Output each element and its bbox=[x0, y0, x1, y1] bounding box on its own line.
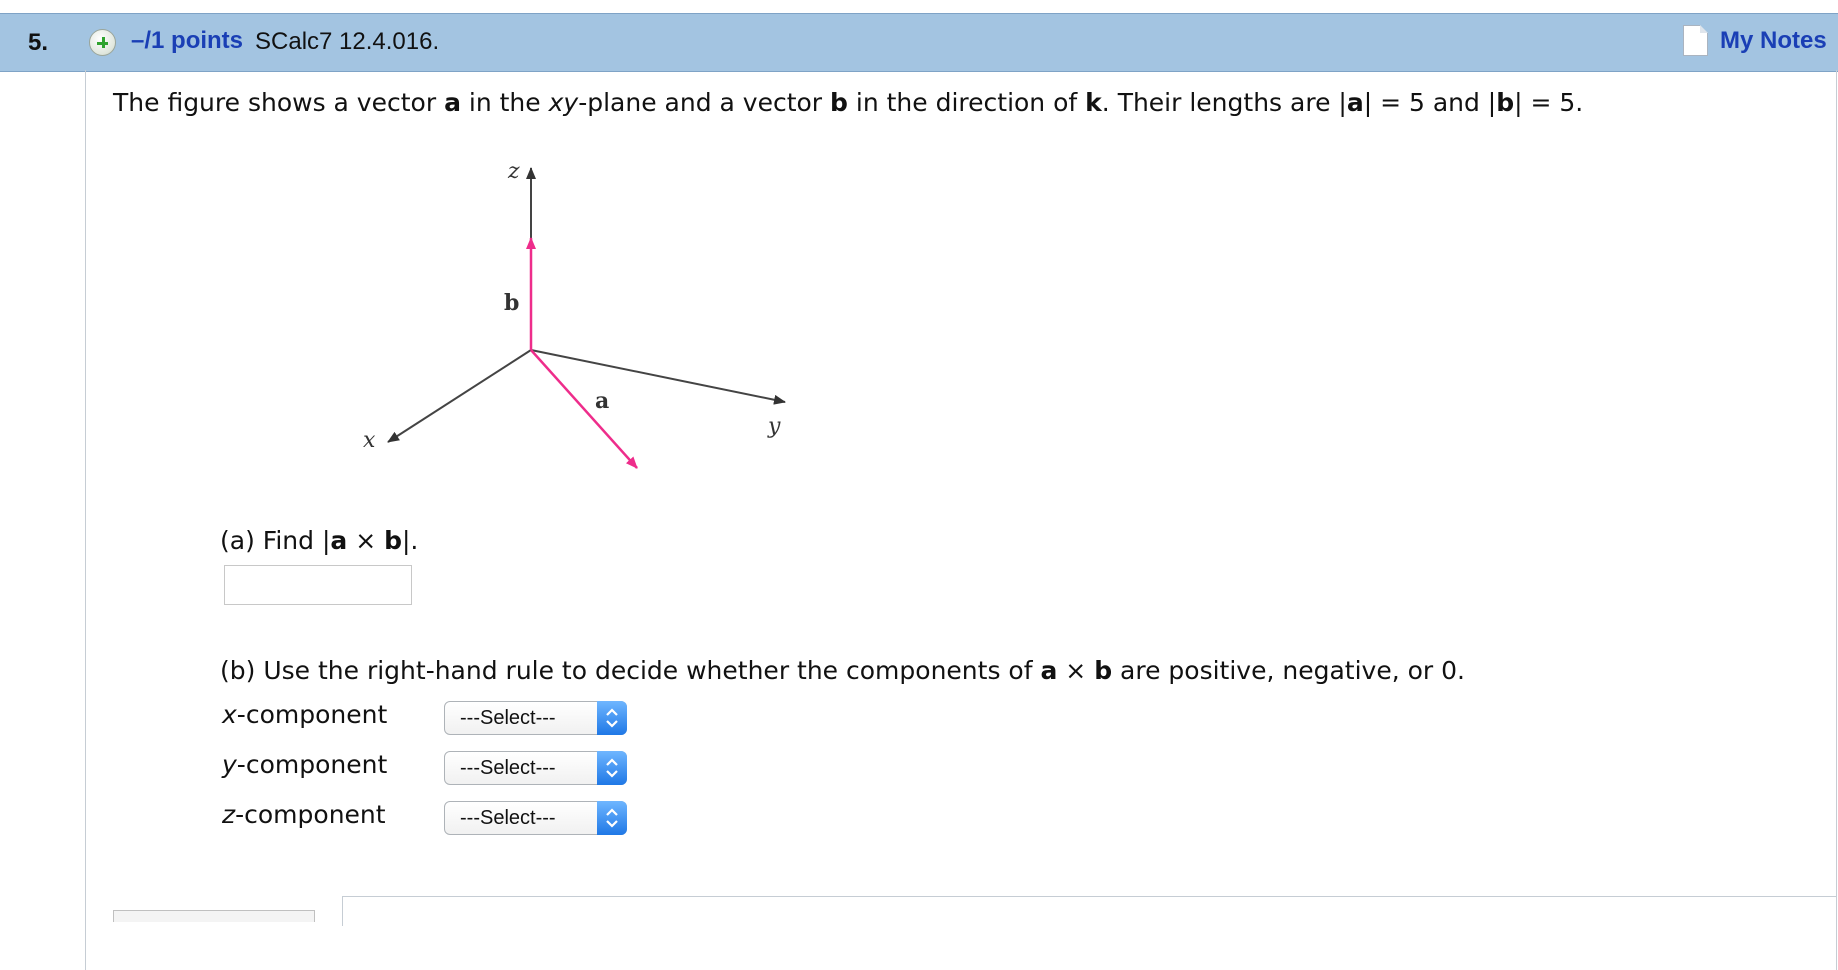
chevron-updown-icon bbox=[597, 751, 627, 785]
z-component-label: z-component bbox=[222, 800, 386, 829]
vector-figure bbox=[340, 150, 840, 480]
points-link[interactable]: –/1 points bbox=[131, 27, 244, 54]
chevron-updown-icon bbox=[597, 701, 627, 735]
x-component-label: x-component bbox=[222, 700, 388, 729]
part-a-prompt: (a) Find |a × b|. bbox=[220, 526, 419, 555]
vector-b-label: b bbox=[504, 290, 520, 316]
question-number: 5. bbox=[28, 29, 49, 56]
expand-plus-icon[interactable] bbox=[89, 29, 116, 56]
y-axis-label: y bbox=[768, 414, 781, 439]
y-component-select[interactable] bbox=[444, 751, 627, 785]
vector-a-label: a bbox=[595, 388, 610, 414]
note-page-icon[interactable] bbox=[1683, 25, 1708, 56]
z-component-select[interactable] bbox=[444, 801, 627, 835]
x-component-select-value: ---Select--- bbox=[460, 707, 556, 729]
x-axis-label: x bbox=[363, 428, 376, 453]
my-notes-link[interactable]: My Notes bbox=[1720, 27, 1827, 54]
bottom-panel-partial bbox=[342, 896, 1836, 926]
x-component-select[interactable] bbox=[444, 701, 627, 735]
part-b-prompt: (b) Use the right-hand rule to decide whether the components of a × b are positive, negative, or 0. bbox=[220, 656, 1465, 685]
question-header bbox=[0, 13, 1838, 72]
z-component-select-value: ---Select--- bbox=[460, 807, 556, 829]
x-axis bbox=[388, 350, 531, 442]
chevron-updown-icon bbox=[597, 801, 627, 835]
problem-code: SCalc7 12.4.016. bbox=[255, 28, 440, 55]
part-a-answer-input[interactable] bbox=[224, 565, 412, 605]
problem-statement: The figure shows a vector a in the xy-plane and a vector b in the direction of k. Their lengths are |a| = 5 and |b| = 5. bbox=[113, 88, 1584, 117]
y-component-label: y-component bbox=[222, 750, 388, 779]
submit-button-partial[interactable] bbox=[113, 910, 315, 922]
z-axis-label: z bbox=[508, 159, 520, 184]
y-component-select-value: ---Select--- bbox=[460, 757, 556, 779]
